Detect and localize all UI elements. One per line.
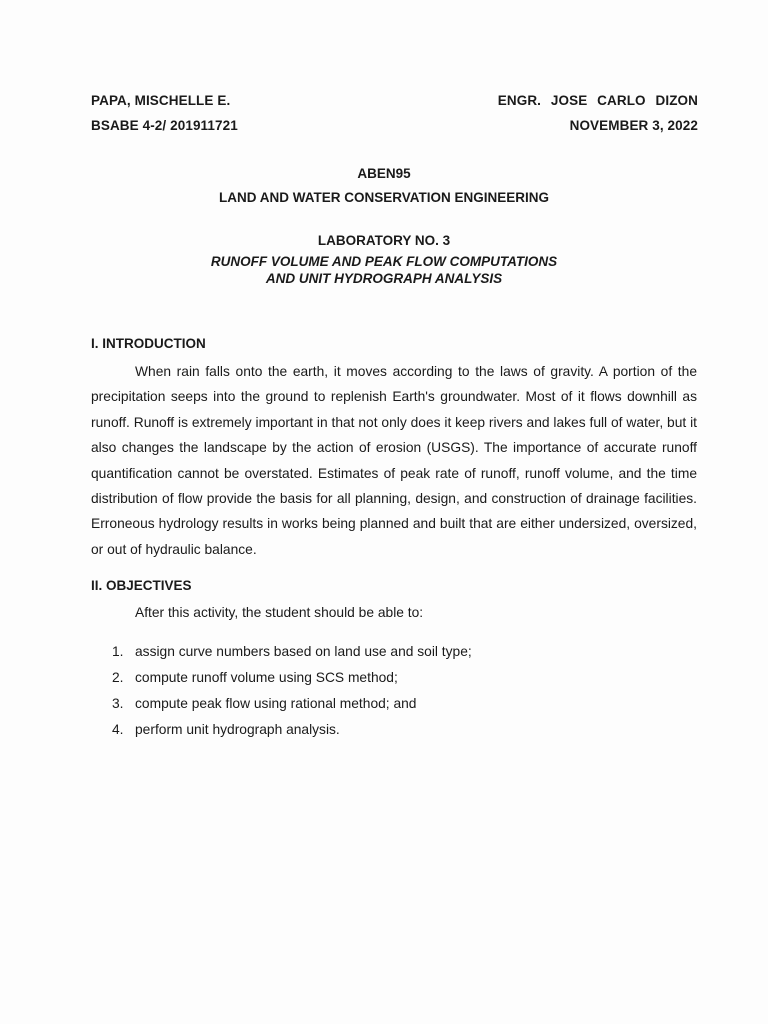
objectives-intro: After this activity, the student should be able to: [135,605,424,620]
objectives-heading: II. OBJECTIVES [91,578,192,593]
student-section-id: BSABE 4-2/ 201911721 [91,118,238,133]
list-item-number: 4. [112,721,124,737]
lab-number: LABORATORY NO. 3 [317,233,451,248]
course-title: LAND AND WATER CONSERVATION ENGINEERING [218,190,549,205]
introduction-heading: I. INTRODUCTION [91,336,206,351]
lab-subtitle-line1: RUNOFF VOLUME AND PEAK FLOW COMPUTATIONS [210,254,558,269]
objectives-list [91,638,472,742]
list-item-text: compute peak flow using rational method; and [135,695,417,711]
list-item-text: compute runoff volume using SCS method; [135,669,398,685]
document-date: NOVEMBER 3, 2022 [569,118,698,133]
list-item-number: 2. [112,669,124,685]
list-item-number: 3. [112,695,124,711]
introduction-paragraph: When rain falls onto the earth, it moves according to the laws of gravity. A portion of the precipitation seeps into the ground to replenish Earth's groundwater. Most of it flows downhill as runoff. Runoff is extremely important in that not only does it keep rivers and lakes full of water, but it also changes the landscape by the action of erosion (USGS). The importance of accurate runoff quantification cannot be overstated. Estimates of peak rate of runoff, runoff volume, and the time distribution of flow provide the basis for all planning, design, and construction of drainage facilities. Erroneous hydrology results in works being planned and built that are either undersized, oversized, or out of hydraulic balance. [91,364,697,557]
list-item [91,690,472,716]
list-item [91,664,472,690]
instructor-name: ENGR. JOSE CARLO DIZON [497,93,698,108]
lab-subtitle-line2: AND UNIT HYDROGRAPH ANALYSIS [265,271,503,286]
list-item-number: 1. [112,643,124,659]
list-item [91,716,472,742]
student-name: PAPA, MISCHELLE E. [91,93,231,108]
course-code: ABEN95 [357,166,411,181]
list-item-text: assign curve numbers based on land use and soil type; [135,643,472,659]
list-item [91,638,472,664]
list-item-text: perform unit hydrograph analysis. [135,721,340,737]
